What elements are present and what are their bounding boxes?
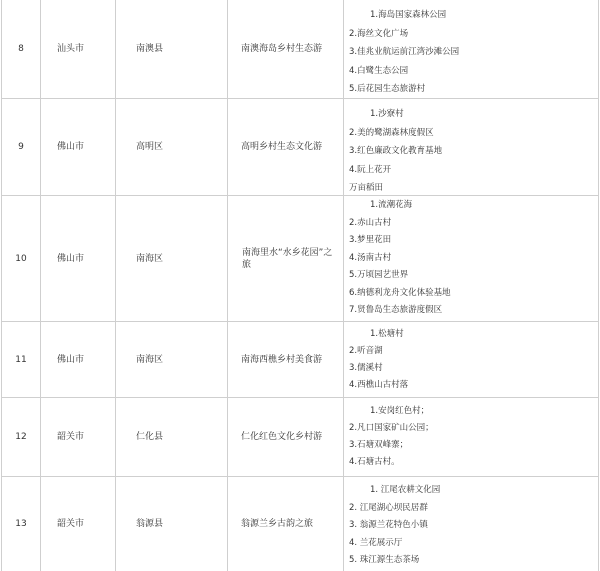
spot-item: 3.石塘双峰寨； — [349, 440, 409, 450]
spot-item: 1. 江尾农耕文化园 — [370, 485, 441, 495]
attraction-table — [1, 0, 599, 571]
district-cell: 高明区 — [115, 99, 227, 195]
row-number: 8 — [18, 44, 24, 54]
row-number: 9 — [18, 142, 24, 152]
spot-item: 2.听音湖 — [349, 346, 383, 356]
route-cell — [227, 196, 343, 321]
city-cell: 佛山市 — [40, 322, 115, 397]
spot-item: 3.红色廉政文化教育基地 — [349, 146, 443, 156]
spots-cell — [343, 398, 598, 476]
spot-item: 3.佳兆业航运前江湾沙滩公园 — [349, 47, 460, 57]
spot-item: 1.沙寮村 — [370, 109, 404, 119]
city-cell: 佛山市 — [40, 99, 115, 195]
spots-cell — [343, 196, 598, 321]
table-row — [2, 99, 598, 196]
spot-item: 4.西樵山古村落 — [349, 380, 409, 390]
spot-item: 3. 翁源兰花特色小镇 — [349, 520, 428, 530]
spot-item: 3.儒溪村 — [349, 363, 383, 373]
spots-cell — [343, 322, 598, 397]
route-name: 高明乡村生态文化游 — [241, 142, 323, 152]
route-name: 仁化红色文化乡村游 — [241, 432, 323, 442]
route-cell — [227, 322, 343, 397]
route-cell — [227, 0, 343, 98]
city-cell: 韶关市 — [40, 398, 115, 476]
spot-item: 万亩稻田 — [349, 183, 384, 193]
route-name: 南海里水“水乡花园”之旅 — [242, 247, 333, 270]
spot-item: 4. 兰花展示厅 — [349, 537, 403, 548]
row-number: 13 — [15, 519, 27, 529]
route-cell — [227, 99, 343, 195]
spots-cell — [343, 0, 598, 98]
spot-item: 1.流潮花海 — [370, 200, 413, 210]
spot-item: 2.美的鹭湖森林度假区 — [349, 127, 434, 138]
spot-item: 4.白鹭生态公园 — [349, 65, 409, 76]
table-row — [2, 322, 598, 398]
route-name: 南海西樵乡村美食游 — [241, 354, 323, 365]
spot-item: 1.松塘村 — [370, 329, 404, 339]
table-row — [2, 398, 598, 477]
district-cell: 翁源县 — [115, 477, 227, 571]
city-cell: 韶关市 — [40, 477, 115, 571]
spots-cell — [343, 477, 598, 571]
spot-item: 5.万顷园艺世界 — [349, 270, 409, 280]
district-cell: 南澳县 — [115, 0, 227, 98]
district-cell: 南海区 — [115, 322, 227, 397]
city-cell: 佛山市 — [40, 196, 115, 321]
spot-item: 2.海丝文化广场 — [349, 28, 409, 39]
row-number: 12 — [15, 432, 27, 442]
route-cell — [227, 477, 343, 571]
spot-item: 4.石塘古村。 — [349, 457, 400, 467]
district-cell: 南海区 — [115, 196, 227, 321]
route-name: 翁源兰乡古韵之旅 — [241, 519, 314, 529]
row-number: 10 — [15, 253, 27, 264]
table-row — [2, 477, 598, 571]
spot-item: 1.安岗红色村； — [370, 406, 430, 416]
spot-item: 2.赤山古村 — [349, 217, 392, 228]
route-name: 南澳海岛乡村生态游 — [241, 44, 323, 54]
spot-item: 2. 江尾湖心坝民居群 — [349, 502, 428, 513]
spot-item: 3.梦里花田 — [349, 235, 392, 245]
spots-cell — [343, 99, 598, 195]
spot-item: 4.汤南古村 — [349, 252, 392, 263]
spot-item: 5.后花园生态旅游村 — [349, 84, 426, 94]
table-row — [2, 0, 598, 99]
spot-item: 1.海岛国家森林公园 — [370, 10, 447, 20]
district-cell: 仁化县 — [115, 398, 227, 476]
table-row — [2, 196, 598, 322]
spot-item: 4.阮上花开 — [349, 164, 392, 175]
spot-item: 2.凡口国家矿山公园； — [349, 423, 434, 433]
spot-item: 5. 珠江源生态茶场 — [349, 555, 420, 565]
row-number: 11 — [15, 354, 27, 365]
city-cell: 汕头市 — [40, 0, 115, 98]
route-cell — [227, 398, 343, 476]
spot-item: 7.贤鲁岛生态旅游度假区 — [349, 305, 443, 315]
spot-item: 6.纳德利龙舟文化体验基地 — [349, 287, 451, 298]
